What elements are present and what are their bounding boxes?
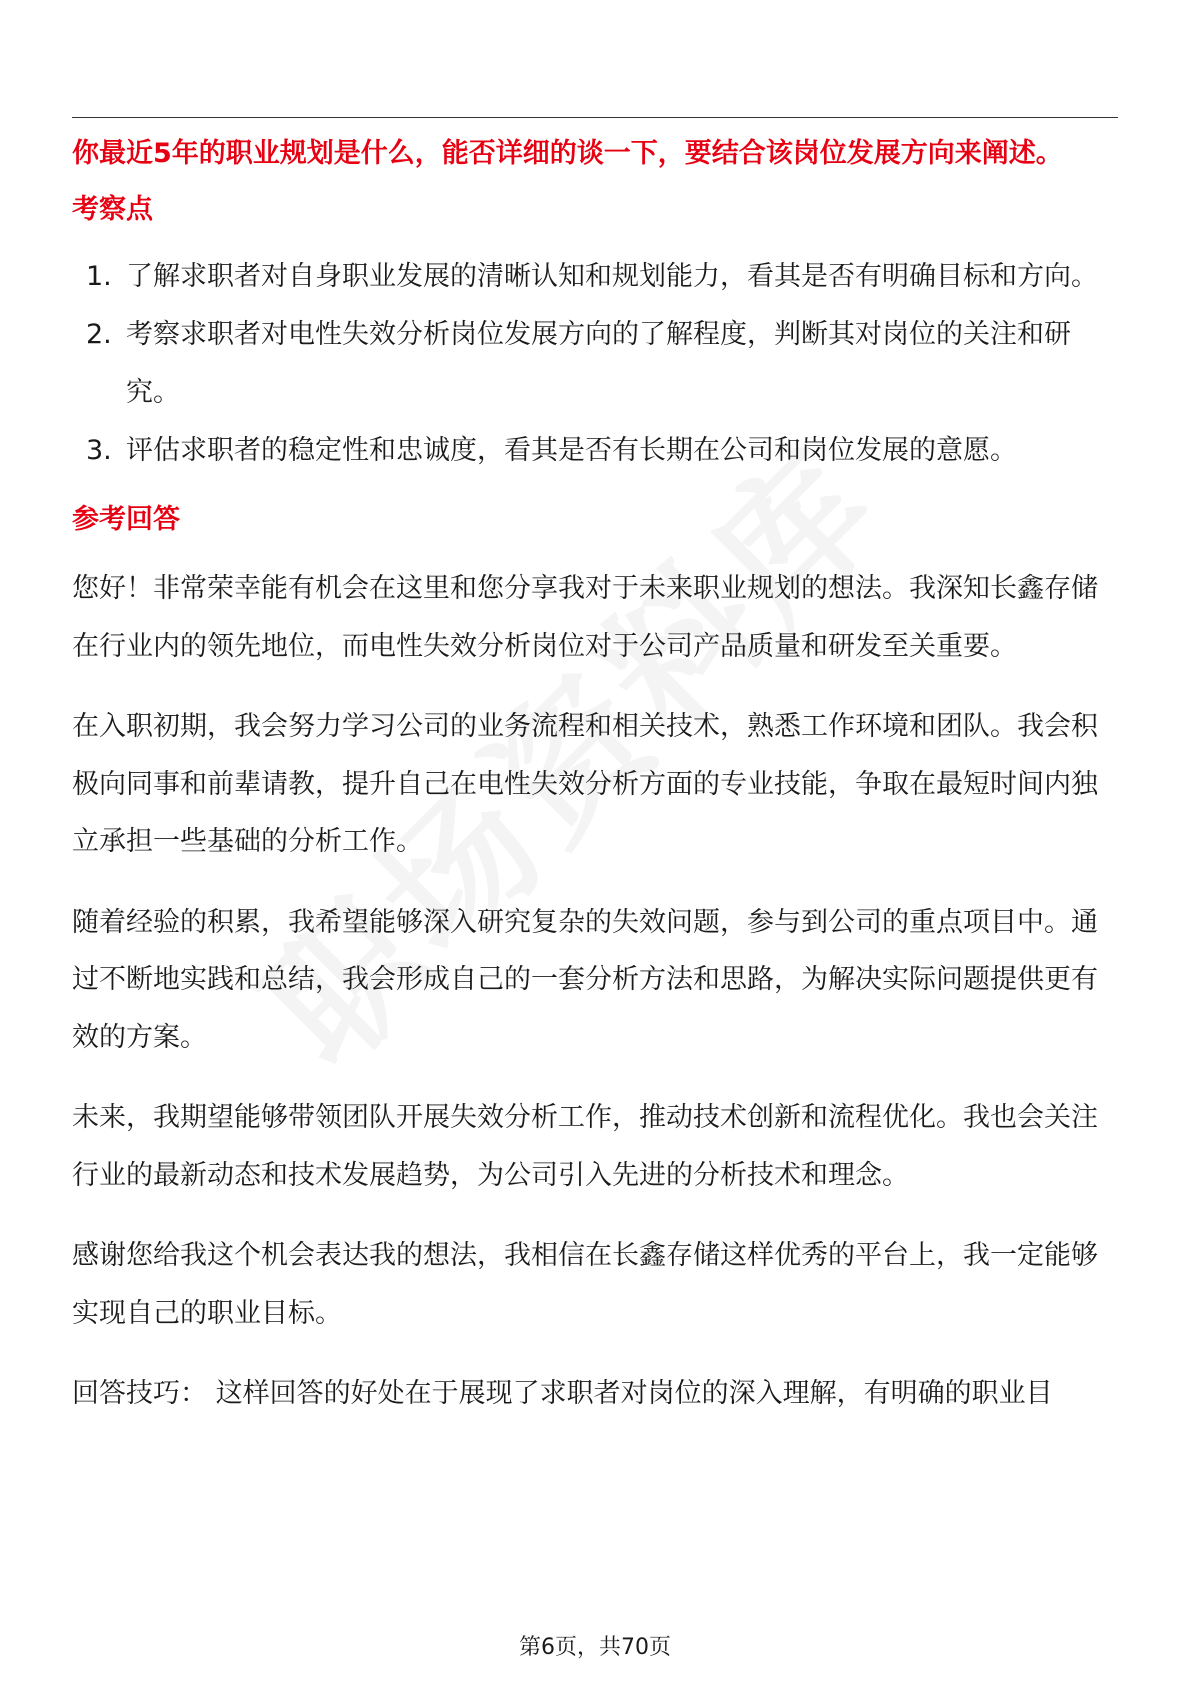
list-item-text: 了解求职者对自身职业发展的清晰认知和规划能力，看其是否有明确目标和方向。 bbox=[126, 261, 1098, 292]
list-number: 1. bbox=[86, 261, 112, 292]
header-divider bbox=[72, 117, 1118, 118]
list-number: 2. bbox=[86, 319, 112, 350]
answer-paragraph: 在入职初期，我会努力学习公司的业务流程和相关技术，熟悉工作环境和团队。我会积极向同事和前辈请教，提升自己在电性失效分析方面的专业技能，争取在最短时间内独立承担一些基础的分析工作。 bbox=[72, 711, 1098, 857]
answer-paragraph: 未来，我期望能够带领团队开展失效分析工作，推动技术创新和流程优化。我也会关注行业的最新动态和技术发展趋势，为公司引入先进的分析技术和理念。 bbox=[72, 1102, 1098, 1191]
list-item-text: 评估求职者的稳定性和忠诚度，看其是否有长期在公司和岗位发展的意愿。 bbox=[126, 435, 1017, 466]
page-number-footer: 第6页，共70页 bbox=[519, 1635, 671, 1660]
list-item bbox=[72, 306, 1118, 422]
question-heading: 你最近5年的职业规划是什么，能否详细的谈一下，要结合该岗位发展方向来阐述。 bbox=[72, 138, 1063, 169]
page-content bbox=[72, 136, 1118, 1423]
list-number: 3. bbox=[86, 435, 112, 466]
answer-tips-paragraph: 回答技巧： 这样回答的好处在于展现了求职者对岗位的深入理解，有明确的职业目 bbox=[72, 1378, 1053, 1409]
points-list bbox=[72, 248, 1118, 480]
answer-paragraph: 感谢您给我这个机会表达我的想法，我相信在长鑫存储这样优秀的平台上，我一定能够实现自己的职业目标。 bbox=[72, 1240, 1098, 1329]
points-section-title: 考察点 bbox=[72, 194, 153, 225]
list-item bbox=[72, 248, 1118, 306]
answer-paragraph: 随着经验的积累，我希望能够深入研究复杂的失效问题，参与到公司的重点项目中。通过不断地实践和总结，我会形成自己的一套分析方法和思路，为解决实际问题提供更有效的方案。 bbox=[72, 906, 1098, 1053]
list-item-text: 考察求职者对电性失效分析岗位发展方向的了解程度，判断其对岗位的关注和研究。 bbox=[126, 319, 1071, 408]
answer-paragraph: 您好！非常荣幸能有机会在这里和您分享我对于未来职业规划的想法。我深知长鑫存储在行业内的领先地位，而电性失效分析岗位对于公司产品质量和研发至关重要。 bbox=[72, 573, 1098, 662]
list-item bbox=[72, 422, 1118, 480]
answer-section-title: 参考回答 bbox=[72, 504, 180, 535]
